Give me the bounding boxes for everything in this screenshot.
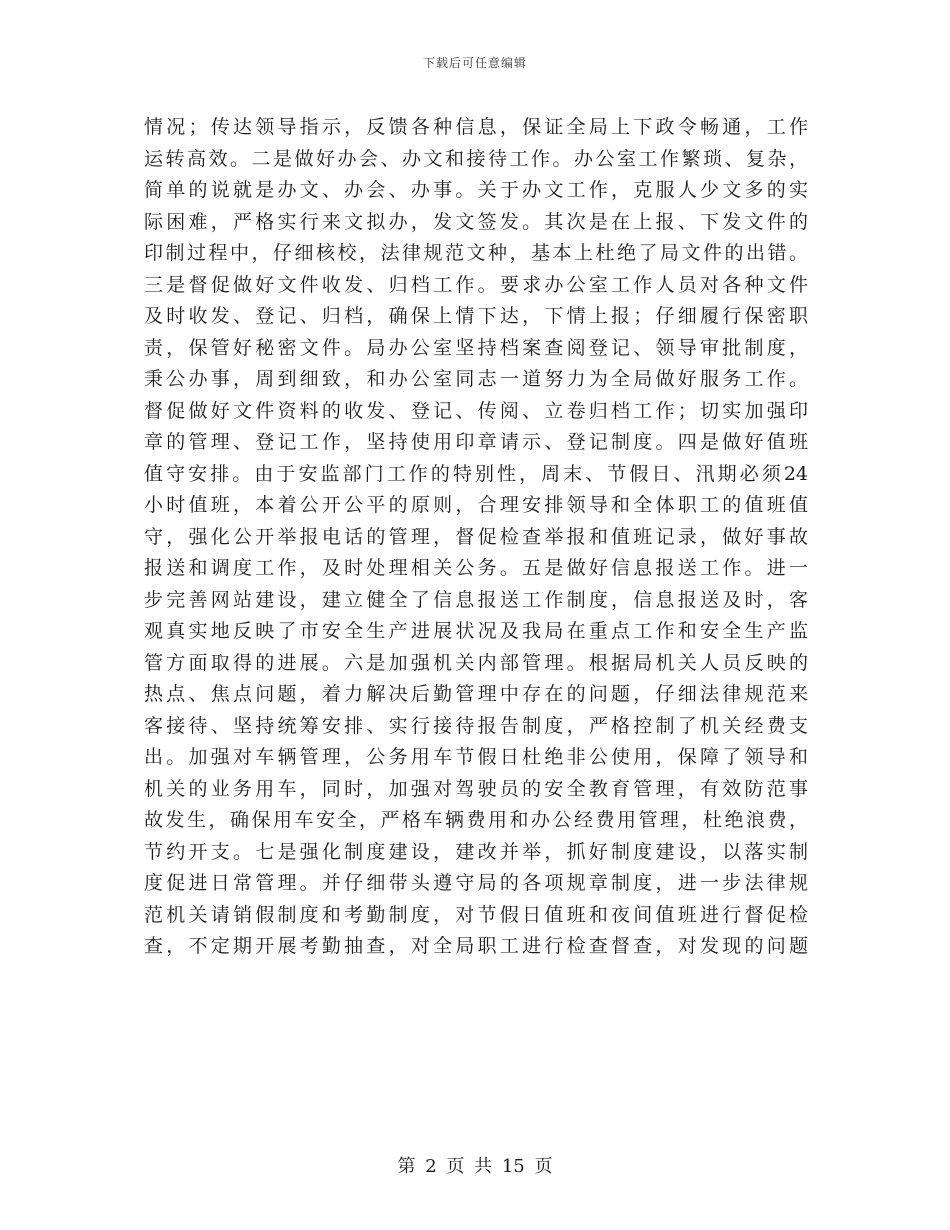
text-line: 印制过程中，仔细核校，法律规范文种，基本上杜绝了局文件的出错。	[144, 242, 808, 264]
body-text	[144, 112, 808, 963]
page-footer: 第 2 页 共 15 页	[397, 1156, 553, 1177]
text-line: 出。加强对车辆管理，公务用车节假日杜绝非公使用，保障了领导和	[144, 746, 808, 768]
text-line: 守，强化公开举报电话的管理，督促检查举报和值班记录，做好事故	[144, 525, 808, 548]
text-line: 三是督促做好文件收发、归档工作。要求办公室工作人员对各种文件	[144, 273, 808, 296]
text-line: 小时值班，本着公开公平的原则，合理安排领导和全体职工的值班值	[144, 494, 808, 516]
text-line: 责，保管好秘密文件。局办公室坚持档案查阅登记、领导审批制度，	[144, 336, 808, 359]
text-line: 报送和调度工作，及时处理相关公务。五是做好信息报送工作。进一	[144, 557, 808, 579]
text-line: 查，不定期开展考勤抽查，对全局职工进行检查督查，对发现的问题	[144, 935, 808, 957]
text-line: 章的管理、登记工作，坚持使用印章请示、登记制度。四是做好值班	[144, 431, 808, 453]
text-line: 及时收发、登记、归档，确保上情下达，下情上报；仔细履行保密职	[144, 305, 808, 327]
text-line: 故发生，确保用车安全，严格车辆费用和办公经费用管理，杜绝浪费，	[144, 809, 808, 831]
text-line: 观真实地反映了市安全生产进展状况及我局在重点工作和安全生产监	[144, 620, 808, 642]
text-line: 值守安排。由于安监部门工作的特别性，周末、节假日、汛期必须24	[144, 462, 808, 485]
text-line: 步完善网站建设，建立健全了信息报送工作制度，信息报送及时，客	[144, 588, 808, 611]
text-line: 秉公办事，周到细致，和办公室同志一道努力为全局做好服务工作。	[144, 368, 808, 390]
text-line: 督促做好文件资料的收发、登记、传阅、立卷归档工作；切实加强印	[144, 399, 808, 422]
text-line: 客接待、坚持统筹安排、实行接待报告制度，严格控制了机关经费支	[144, 714, 808, 737]
text-line: 简单的说就是办文、办会、办事。关于办文工作，克服人少文多的实	[144, 179, 808, 201]
text-line: 管方面取得的进展。六是加强机关内部管理。根据局机关人员反映的	[144, 651, 808, 674]
text-line: 际困难，严格实行来文拟办，发文签发。其次是在上报、下发文件的	[144, 210, 808, 233]
text-line: 机关的业务用车，同时，加强对驾驶员的安全教育管理，有效防范事	[144, 777, 808, 800]
page-header: 下载后可任意编辑	[422, 56, 527, 70]
text-line: 节约开支。七是强化制度建设，建改并举，抓好制度建设，以落实制	[144, 840, 808, 863]
text-line: 范机关请销假制度和考勤制度，对节假日值班和夜间值班进行督促检	[144, 903, 808, 926]
text-line: 情况；传达领导指示，反馈各种信息，保证全局上下政令畅通，工作	[144, 116, 808, 138]
text-line: 运转高效。二是做好办会、办文和接待工作。办公室工作繁琐、复杂，	[144, 147, 808, 170]
text-line: 度促进日常管理。并仔细带头遵守局的各项规章制度，进一步法律规	[144, 872, 808, 894]
text-line: 热点、焦点问题，着力解决后勤管理中存在的问题，仔细法律规范来	[144, 683, 808, 705]
